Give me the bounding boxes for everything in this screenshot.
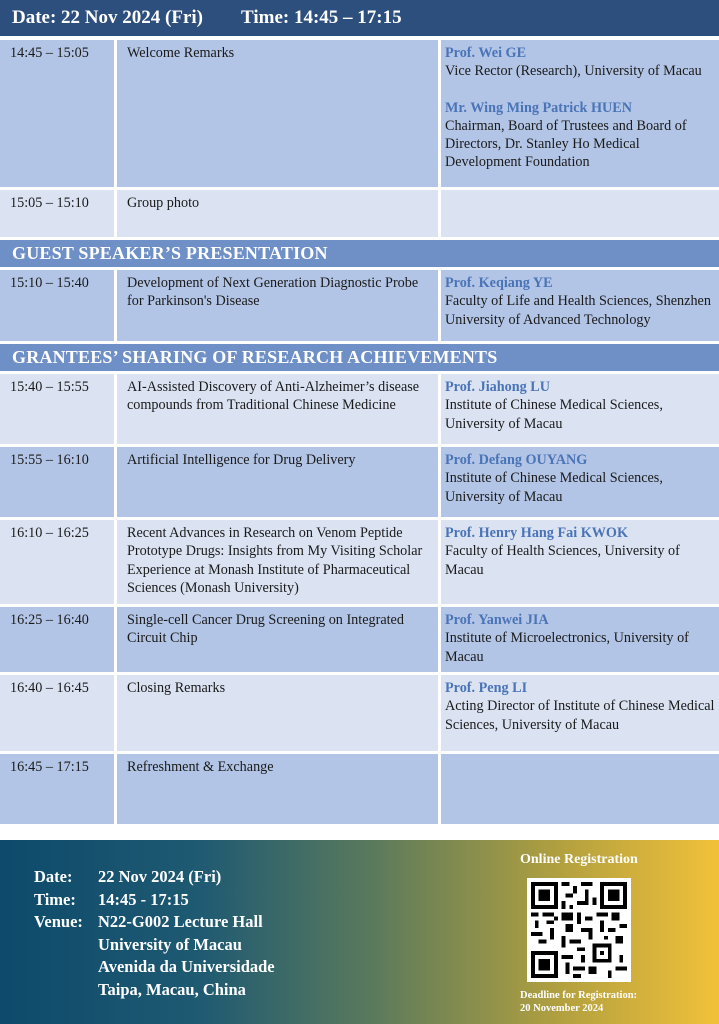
date-label: Date: <box>34 867 73 886</box>
session-time: 16:25 – 16:40 <box>0 607 117 672</box>
speaker-name: Prof. Keqiang YE <box>445 275 553 291</box>
agenda-row <box>0 270 719 344</box>
session-topic: Closing Remarks <box>117 675 441 751</box>
session-topic: Recent Advances in Research on Venom Peptide Prototype Drugs: Insights from My Visiting Scholar Experience at Monash Institute of Pharmaceutical Sciences (Monash University) <box>117 520 441 604</box>
deadline-date: 20 November 2024 <box>520 1003 604 1014</box>
speaker-name: Prof. Defang OUYANG <box>445 452 588 468</box>
header-bar <box>0 0 719 36</box>
speaker-affiliation: Faculty of Health Sciences, University of Macau <box>445 543 680 578</box>
agenda-row <box>0 675 719 754</box>
session-time: 16:10 – 16:25 <box>0 520 117 604</box>
speaker-affiliation: Acting Director of Institute of Chinese Medical Sciences, University of Macau <box>445 698 715 733</box>
session-time: 15:05 – 15:10 <box>0 190 117 237</box>
session-time: 15:55 – 16:10 <box>0 447 117 517</box>
time-label: Time: <box>34 889 76 909</box>
venue-label: Venue: <box>34 912 83 931</box>
deadline-label: Deadline for Registration: <box>520 990 638 1001</box>
session-topic: Refreshment & Exchange <box>117 754 441 824</box>
venue-line: Taipa, Macau, China <box>98 979 246 999</box>
speaker-affiliation: Vice Rector (Research), University of Macau <box>445 63 702 80</box>
speaker-name: Prof. Peng LI <box>445 680 528 696</box>
qr-code-icon[interactable] <box>527 878 631 982</box>
speaker-affiliation: Faculty of Life and Health Sciences, Shenzhen University of Advanced Technology <box>445 293 711 328</box>
session-topic: Single-cell Cancer Drug Screening on Integrated Circuit Chip <box>117 607 441 672</box>
header-time: Time: 14:45 – 17:15 <box>241 7 402 28</box>
session-time: 15:10 – 15:40 <box>0 270 117 341</box>
section-heading-guest: GUEST SPEAKER’S PRESENTATION <box>0 240 719 270</box>
agenda-row <box>0 447 719 520</box>
registration-deadline <box>520 989 670 1015</box>
agenda-row <box>0 374 719 447</box>
speaker-name: Prof. Henry Hang Fai KWOK <box>445 525 628 541</box>
agenda-row <box>0 754 719 827</box>
speaker-affiliation: Institute of Microelectronics, University of Macau <box>445 630 689 665</box>
header-date: Date: 22 Nov 2024 (Fri) <box>12 7 204 28</box>
session-topic: Group photo <box>117 190 441 237</box>
agenda-row <box>0 190 719 240</box>
venue-line: N22-G002 Lecture Hall <box>98 912 263 931</box>
session-speaker <box>441 447 719 517</box>
speaker-name: Prof. Jiahong LU <box>445 379 550 395</box>
session-speaker <box>441 675 719 751</box>
session-topic: Artificial Intelligence for Drug Delivery <box>117 447 441 517</box>
session-topic: AI-Assisted Discovery of Anti-Alzheimer’s disease compounds from Traditional Chinese Medicine <box>117 374 441 444</box>
agenda-row <box>0 607 719 675</box>
registration-title: Online Registration <box>520 852 638 867</box>
section-heading-grantees: GRANTEES’ SHARING OF RESEARCH ACHIEVEMENTS <box>0 344 719 374</box>
agenda-row <box>0 40 719 190</box>
speaker-name: Prof. Wei GE <box>445 45 527 61</box>
agenda-table <box>0 40 719 827</box>
time-value: 14:45 - 17:15 <box>98 889 189 909</box>
session-time: 16:45 – 17:15 <box>0 754 117 824</box>
speaker-name: Prof. Yanwei JIA <box>445 612 549 628</box>
session-speaker <box>441 754 719 824</box>
event-footer <box>0 840 719 1024</box>
session-time: 14:45 – 15:05 <box>0 40 117 187</box>
speaker-affiliation: Chairman, Board of Trustees and Board of Directors, Dr. Stanley Ho Medical Development Foundation <box>445 117 687 171</box>
session-topic: Welcome Remarks <box>117 40 441 187</box>
session-speaker <box>441 520 719 604</box>
registration-block <box>520 852 670 1015</box>
session-speaker <box>441 607 719 672</box>
venue-line: University of Macau <box>98 934 242 954</box>
session-speaker <box>441 270 719 341</box>
speaker-name: Mr. Wing Ming Patrick HUEN <box>445 99 632 116</box>
session-speaker <box>441 374 719 444</box>
speaker-affiliation: Institute of Chinese Medical Sciences, University of Macau <box>445 397 663 432</box>
session-speaker <box>441 190 719 237</box>
session-time: 15:40 – 15:55 <box>0 374 117 444</box>
date-value: 22 Nov 2024 (Fri) <box>98 867 222 886</box>
session-speaker <box>441 40 719 187</box>
session-time: 16:40 – 16:45 <box>0 675 117 751</box>
venue-line: Avenida da Universidade <box>98 957 275 976</box>
event-info <box>34 866 275 1001</box>
session-topic: Development of Next Generation Diagnostic Probe for Parkinson's Disease <box>117 270 441 341</box>
agenda-row <box>0 520 719 607</box>
speaker-affiliation: Institute of Chinese Medical Sciences, University of Macau <box>445 470 663 505</box>
